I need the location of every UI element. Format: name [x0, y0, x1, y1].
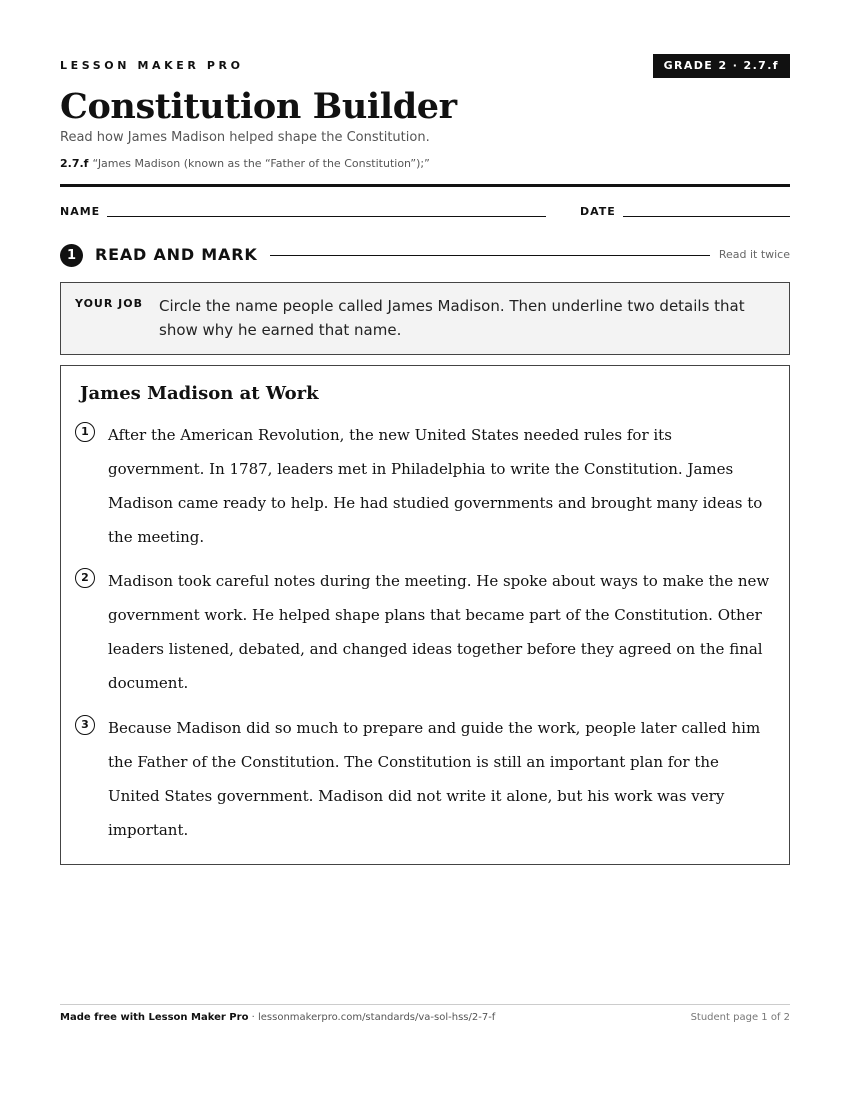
reading-title: James Madison at Work: [80, 383, 319, 404]
grade-badge: GRADE 2 · 2.7.f: [653, 54, 790, 78]
date-field[interactable]: [623, 216, 790, 217]
worksheet-page: [60, 0, 790, 1100]
footer-url: · lessonmakerpro.com/standards/va-sol-hss/2-7-f: [248, 1012, 496, 1023]
standard-line: [60, 157, 430, 170]
paragraph-number: 2: [75, 568, 95, 588]
section-number-badge: 1: [60, 244, 83, 267]
page-subtitle: Read how James Madison helped shape the Constitution.: [60, 130, 430, 145]
name-label: NAME: [60, 205, 101, 218]
page-title: Constitution Builder: [60, 86, 457, 127]
brand-name: LESSON MAKER PRO: [60, 59, 244, 72]
paragraph-text: Because Madison did so much to prepare and guide the work, people later called him the Father of the Constitution. The Constitution is still an important plan for the United States government. Madison did not write it alone, but his work was very important.: [108, 719, 761, 839]
footer-made-with: Made free with Lesson Maker Pro: [60, 1012, 249, 1023]
page-indicator: Student page 1 of 2: [690, 1012, 790, 1023]
standard-code: 2.7.f: [60, 157, 89, 170]
job-label: YOUR JOB: [75, 297, 143, 310]
job-instructions: Circle the name people called James Madison. Then underline two details that show why he earned that name.: [159, 297, 745, 339]
header-divider: [60, 184, 790, 187]
section-title: READ AND MARK: [95, 245, 258, 264]
paragraph-text: After the American Revolution, the new United States needed rules for its government. In 1787, leaders met in Philadelphia to write the Constitution. James Madison came ready to help. He had studied governments and brought many ideas to the meeting.: [108, 426, 763, 546]
name-field[interactable]: [107, 216, 546, 217]
section-divider: [270, 255, 710, 256]
paragraph-text: Madison took careful notes during the meeting. He spoke about ways to make the new government work. He helped shape plans that became part of the Constitution. Other leaders listened, debated, and changed ideas together before they agreed on the final document.: [108, 572, 770, 692]
job-box: [60, 282, 790, 355]
footer-credit: [60, 1012, 495, 1023]
standard-text: “James Madison (known as the “Father of the Constitution”);”: [92, 157, 430, 170]
section-note: Read it twice: [718, 248, 790, 261]
footer-divider: [60, 1004, 790, 1005]
paragraph-number: 1: [75, 422, 95, 442]
paragraph-number: 3: [75, 715, 95, 735]
date-label: DATE: [580, 205, 616, 218]
reading-passage: [60, 365, 790, 865]
